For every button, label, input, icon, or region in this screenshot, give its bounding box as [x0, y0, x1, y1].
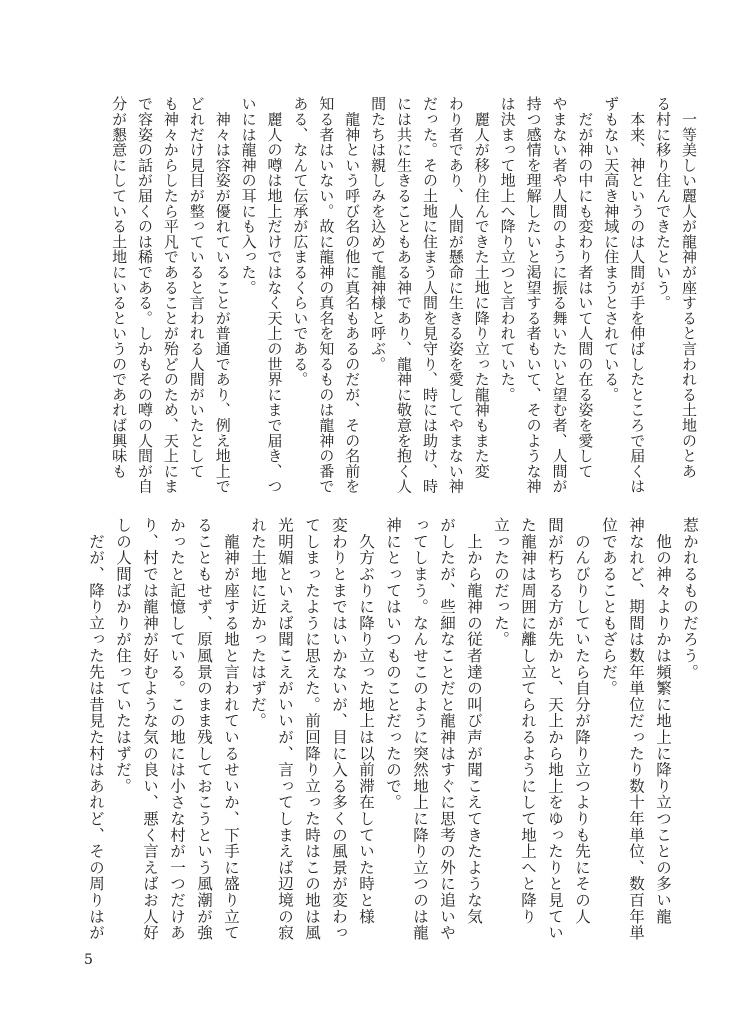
page-number: 5 — [84, 952, 93, 968]
text-column: 分が懇意にしている土地にいるというのであれば興味も — [110, 96, 129, 479]
text-column: かったと記憶している。この地には小さな村が一つだけあ — [168, 517, 186, 941]
text-column: 知る者はいない。故に龍神の真名を知るものは龍神の番で — [317, 96, 336, 494]
text-column: 神にとってはいつものことだったので。 — [384, 517, 402, 811]
text-column: のんびりしていたら自分が降り立つよりも先にその人 — [573, 517, 591, 925]
text-column: は決まって地上へ降り立つと言われていた。 — [498, 96, 517, 402]
text-column: やまない者や人間のように振る舞いたいと望む者、人間が — [550, 96, 569, 494]
text-column: 位であることもざらだ。 — [600, 517, 618, 697]
text-column: がしたが、些細なことだと龍神はすぐに思考の外に追いや — [438, 517, 456, 941]
text-column: 他の神々よりかは頻繁に地上に降り立つことの多い龍 — [654, 517, 672, 925]
text-column: だが、降り立った先は昔見た村はあれど、その周りはが — [87, 517, 105, 941]
text-column: どれだけ見目が整っていると言われる人間がいたとして — [187, 96, 206, 479]
text-column: 一等美しい麗人が龍神が座すると言われる土地のとあ — [680, 96, 698, 479]
text-column: いには龍神の耳にも入った。 — [239, 96, 258, 295]
text-column: わり者であり、人間が懸命に生きる姿を愛してやまない神 — [446, 96, 465, 494]
text-column: も神々からしたら平凡であることが殆どのため、天上にま — [161, 96, 180, 494]
text-column: 上から龍神の従者達の叫び声が聞こえてきたような気 — [465, 517, 483, 925]
text-column: 持つ感情を理解したいと渇望する者もいて、そのような神 — [524, 96, 543, 494]
text-column: には共に生きることもある神であり、龍神に敬意を抱く人 — [395, 96, 414, 494]
text-column: だった。その土地に住まう人間を見守り、時には助け、時 — [420, 96, 439, 494]
text-column: 龍神が座する地と言われているせいか、下手に盛り立て — [222, 517, 240, 941]
text-column: 久方ぶりに降り立った地上は以前滞在していた時と様 — [357, 517, 375, 925]
text-column: れた土地に近かったはずだ。 — [249, 517, 267, 729]
text-block-top — [105, 96, 701, 494]
text-column: 神々は容姿が優れていることが普通であり、例え地上で — [213, 96, 232, 494]
text-column: で容姿の話が届くのは稀である。しかもその噂の人間が自 — [135, 96, 154, 494]
text-block-bottom — [82, 517, 703, 941]
text-column: しの人間ばかりが住っていたはずだ。 — [114, 517, 132, 795]
text-column: ることもせず、原風景のまま残しておこうという風潮が強 — [195, 517, 213, 941]
text-column: 立ったのだった。 — [492, 517, 510, 648]
text-column: ある、なんて伝承が広まるくらいである。 — [291, 96, 310, 387]
text-column: 本来、神というのは人間が手を伸ばしたところで届くは — [628, 96, 647, 494]
text-column: 龍神という呼び名の他に真名もあるのだが、その名前を — [343, 96, 362, 494]
text-column: る村に移り住んできたという。 — [654, 96, 673, 311]
text-column: 間が朽ちる方が先かと、天上から地上をゆったりと見てい — [546, 517, 564, 941]
text-column: り、村では龍神が好むような気の良い、悪く言えばお人好 — [141, 517, 159, 941]
text-column: 麗人が移り住んできた土地に降り立った龍神もまた変 — [472, 96, 491, 479]
text-column: だが神の中にも変わり者はいて人間の在る姿を愛して — [576, 96, 595, 479]
text-column: 神なれど、期間は数年単位だったり数十年単位、数百年単 — [627, 517, 645, 941]
text-column: 光明媚といえば聞こえがいいが、言ってしまえば辺境の寂 — [276, 517, 294, 941]
text-column: ってしまう。なんせこのように突然地上に降り立つのは龍 — [411, 517, 429, 941]
text-column: 変わりとまではいかないが、目に入る多くの風景が変わっ — [330, 517, 348, 941]
text-column: ずもない天高き神域に住まうとされている。 — [602, 96, 621, 402]
text-column: 麗人の噂は地上だけではなく天上の世界にまで届き、つ — [265, 96, 284, 494]
text-column: 間たちは親しみを込めて龍神様と呼ぶ。 — [369, 96, 388, 372]
text-column: た龍神は周囲に離し立てられるようにして地上へと降り — [519, 517, 537, 925]
text-column: 惹かれるものだろう。 — [681, 517, 699, 680]
text-column: てしまったように思えた。前回降り立った時はこの地は風 — [303, 517, 321, 941]
